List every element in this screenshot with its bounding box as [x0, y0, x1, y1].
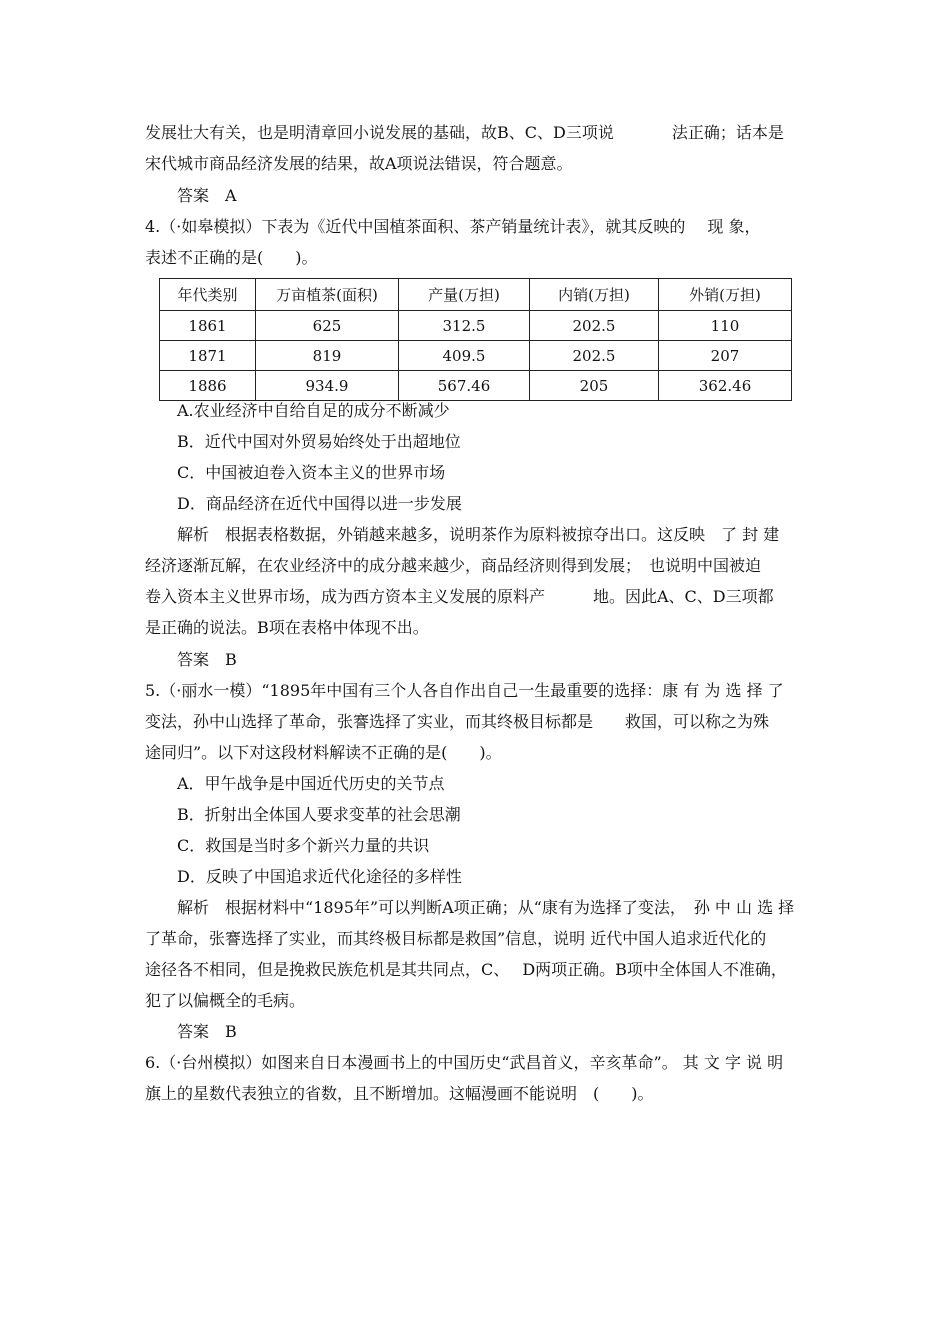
- table-cell: 202.5: [530, 341, 659, 371]
- q3-text-line-1-b: 法正确；话本是: [671, 123, 784, 142]
- q3-text-line-1-a: 发展壮大有关，也是明清章回小说发展的基础，故B、C、D三项说: [145, 123, 614, 142]
- q5-analysis-line-1: 解析 根据材料中“1895年”可以判断A项正确；从“康有为选择了变法， 孙 中 山 选 择: [177, 898, 795, 917]
- table-header-cell: 产量(万担): [399, 279, 530, 311]
- q5-answer: 答案 B: [177, 1022, 237, 1041]
- q5-option-d: D．反映了中国追求近代化途径的多样性: [177, 867, 462, 886]
- q3-text-line-2: 宋代城市商品经济发展的结果，故A项说法错误，符合题意。: [145, 154, 573, 173]
- q4-analysis-line-2: 经济逐渐瓦解，在农业经济中的成分越来越少，商品经济则得到发展； 也说明中国被迫: [145, 556, 762, 575]
- q4-analysis-line-3: 卷入资本主义世界市场，成为西方资本主义发展的原料产 地。因此A、C、D三项都: [145, 587, 774, 606]
- table-header-cell: 年代类别: [160, 279, 256, 311]
- table-cell: 1861: [160, 311, 256, 341]
- table-row: [160, 311, 792, 341]
- table-header-cell: 内销(万担): [530, 279, 659, 311]
- table-cell: 819: [256, 341, 399, 371]
- q4-option-d: D．商品经济在近代中国得以进一步发展: [177, 494, 462, 513]
- q3-answer: 答案 A: [177, 186, 237, 205]
- table-cell: 934.9: [256, 371, 399, 401]
- table-cell: 1886: [160, 371, 256, 401]
- q4-stem-line-2: 表述不正确的是( )。: [145, 248, 318, 267]
- table-header-cell: 万亩植茶(面积): [256, 279, 399, 311]
- q4-stem-line-1: [145, 217, 815, 237]
- q5-stem-line-1: 5.（·丽水一模）“1895年中国有三个人各自作出自己一生最重要的选择：康 有 为 选 择 了: [145, 681, 784, 700]
- tea-statistics-table: [159, 278, 792, 401]
- q4-answer: 答案 B: [177, 650, 237, 669]
- table-row: [160, 341, 792, 371]
- q6-stem-line-1: 6.（·台州模拟）如图来自日本漫画书上的中国历史“武昌首义，辛亥革命”。 其 文 字 说 明: [145, 1053, 784, 1072]
- table-cell: 1871: [160, 341, 256, 371]
- table-cell: 567.46: [399, 371, 530, 401]
- q5-analysis-line-2: 了革命，张謇选择了实业，而其终极目标都是救国”信息，说明 近代中国人追求近代化的: [145, 929, 767, 948]
- table-cell: 409.5: [399, 341, 530, 371]
- table-cell: 362.46: [659, 371, 792, 401]
- table-header-row: [160, 279, 792, 311]
- q4-option-a: A.农业经济中自给自足的成分不断减少: [177, 401, 450, 420]
- table-header-cell: 外销(万担): [659, 279, 792, 311]
- table-cell: 207: [659, 341, 792, 371]
- table-cell: 312.5: [399, 311, 530, 341]
- table-row: [160, 371, 792, 401]
- q5-option-a: A．甲午战争是中国近代历史的关节点: [177, 774, 445, 793]
- q4-analysis-line-4: 是正确的说法。B项在表格中体现不出。: [145, 618, 429, 637]
- table-cell: 625: [256, 311, 399, 341]
- table-cell: 205: [530, 371, 659, 401]
- q5-analysis-line-4: 犯了以偏概全的毛病。: [145, 991, 306, 1010]
- table-cell: 202.5: [530, 311, 659, 341]
- q5-option-c: C．救国是当时多个新兴力量的共识: [177, 836, 430, 855]
- q4-analysis-line-1: 解析 根据表格数据，外销越来越多，说明茶作为原料被掠夺出口。这反映 了 封 建: [177, 525, 780, 544]
- q5-stem-line-3: 途同归”。以下对这段材料解读不正确的是( )。: [145, 743, 502, 762]
- q5-option-b: B．折射出全体国人要求变革的社会思潮: [177, 805, 461, 824]
- q4-stem-line-1-a: 4.（·如皋模拟）下表为《近代中国植茶面积、茶产销量统计表》，就其反映的: [145, 217, 686, 236]
- table-cell: 110: [659, 311, 792, 341]
- q4-option-c: C．中国被迫卷入资本主义的世界市场: [177, 463, 446, 482]
- q4-option-b: B．近代中国对外贸易始终处于出超地位: [177, 432, 461, 451]
- q6-stem-line-2: 旗上的星数代表独立的省数，且不断增加。这幅漫画不能说明 ( )。: [145, 1084, 654, 1103]
- q4-stem-line-1-b: 现 象，: [707, 217, 761, 236]
- q5-analysis-line-3: 途径各不相同，但是挽救民族危机是其共同点，C、 D两项正确。B项中全体国人不准确，: [145, 960, 787, 979]
- q5-stem-line-2: 变法，孙中山选择了革命，张謇选择了实业，而其终极目标都是 救国，可以称之为殊: [145, 712, 770, 731]
- q3-text-line-1: [145, 123, 815, 143]
